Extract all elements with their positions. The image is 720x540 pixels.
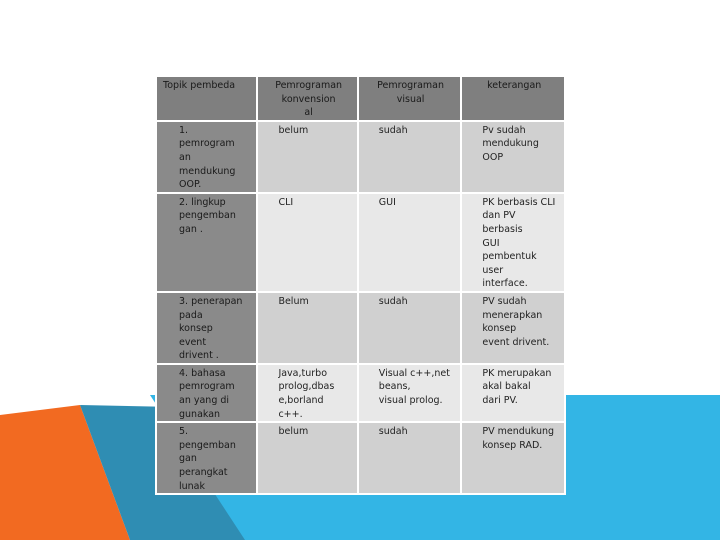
row-visual: Visual c++,net beans, visual prolog. [358, 364, 462, 422]
row-visual: sudah [358, 121, 462, 193]
row-topic: 4. bahasa pemrogram an yang di gunakan [156, 364, 257, 422]
row-conventional: CLI [257, 193, 357, 292]
row-conventional: belum [257, 121, 357, 193]
table-row [156, 364, 565, 422]
table-header-row [156, 76, 565, 121]
row-notes: PK merupakan akal bakal dari PV. [461, 364, 565, 422]
row-notes: PV sudah menerapkan konsep event drivent. [461, 292, 565, 364]
table-row [156, 422, 565, 494]
row-notes: PK berbasis CLI dan PV berbasis GUI pembentuk user interface. [461, 193, 565, 292]
header-notes: keterangan [461, 76, 565, 121]
row-topic: 1. pemrogram an mendukung OOP. [156, 121, 257, 193]
row-topic: 5. pengemban gan perangkat lunak [156, 422, 257, 494]
row-conventional: Belum [257, 292, 357, 364]
row-conventional: belum [257, 422, 357, 494]
row-visual: sudah [358, 422, 462, 494]
header-visual: Pemrograman visual [358, 76, 462, 121]
table-row [156, 121, 565, 193]
header-conventional: Pemrograman konvension al [257, 76, 357, 121]
table-row [156, 292, 565, 364]
row-visual: sudah [358, 292, 462, 364]
row-topic: 2. lingkup pengemban gan . [156, 193, 257, 292]
row-notes: Pv sudah mendukung OOP [461, 121, 565, 193]
row-notes: PV mendukung konsep RAD. [461, 422, 565, 494]
comparison-table [155, 75, 566, 495]
row-conventional: Java,turbo prolog,dbas e,borland c++. [257, 364, 357, 422]
table-row [156, 193, 565, 292]
row-topic: 3. penerapan pada konsep event drivent . [156, 292, 257, 364]
row-visual: GUI [358, 193, 462, 292]
header-topic: Topik pembeda [156, 76, 257, 121]
